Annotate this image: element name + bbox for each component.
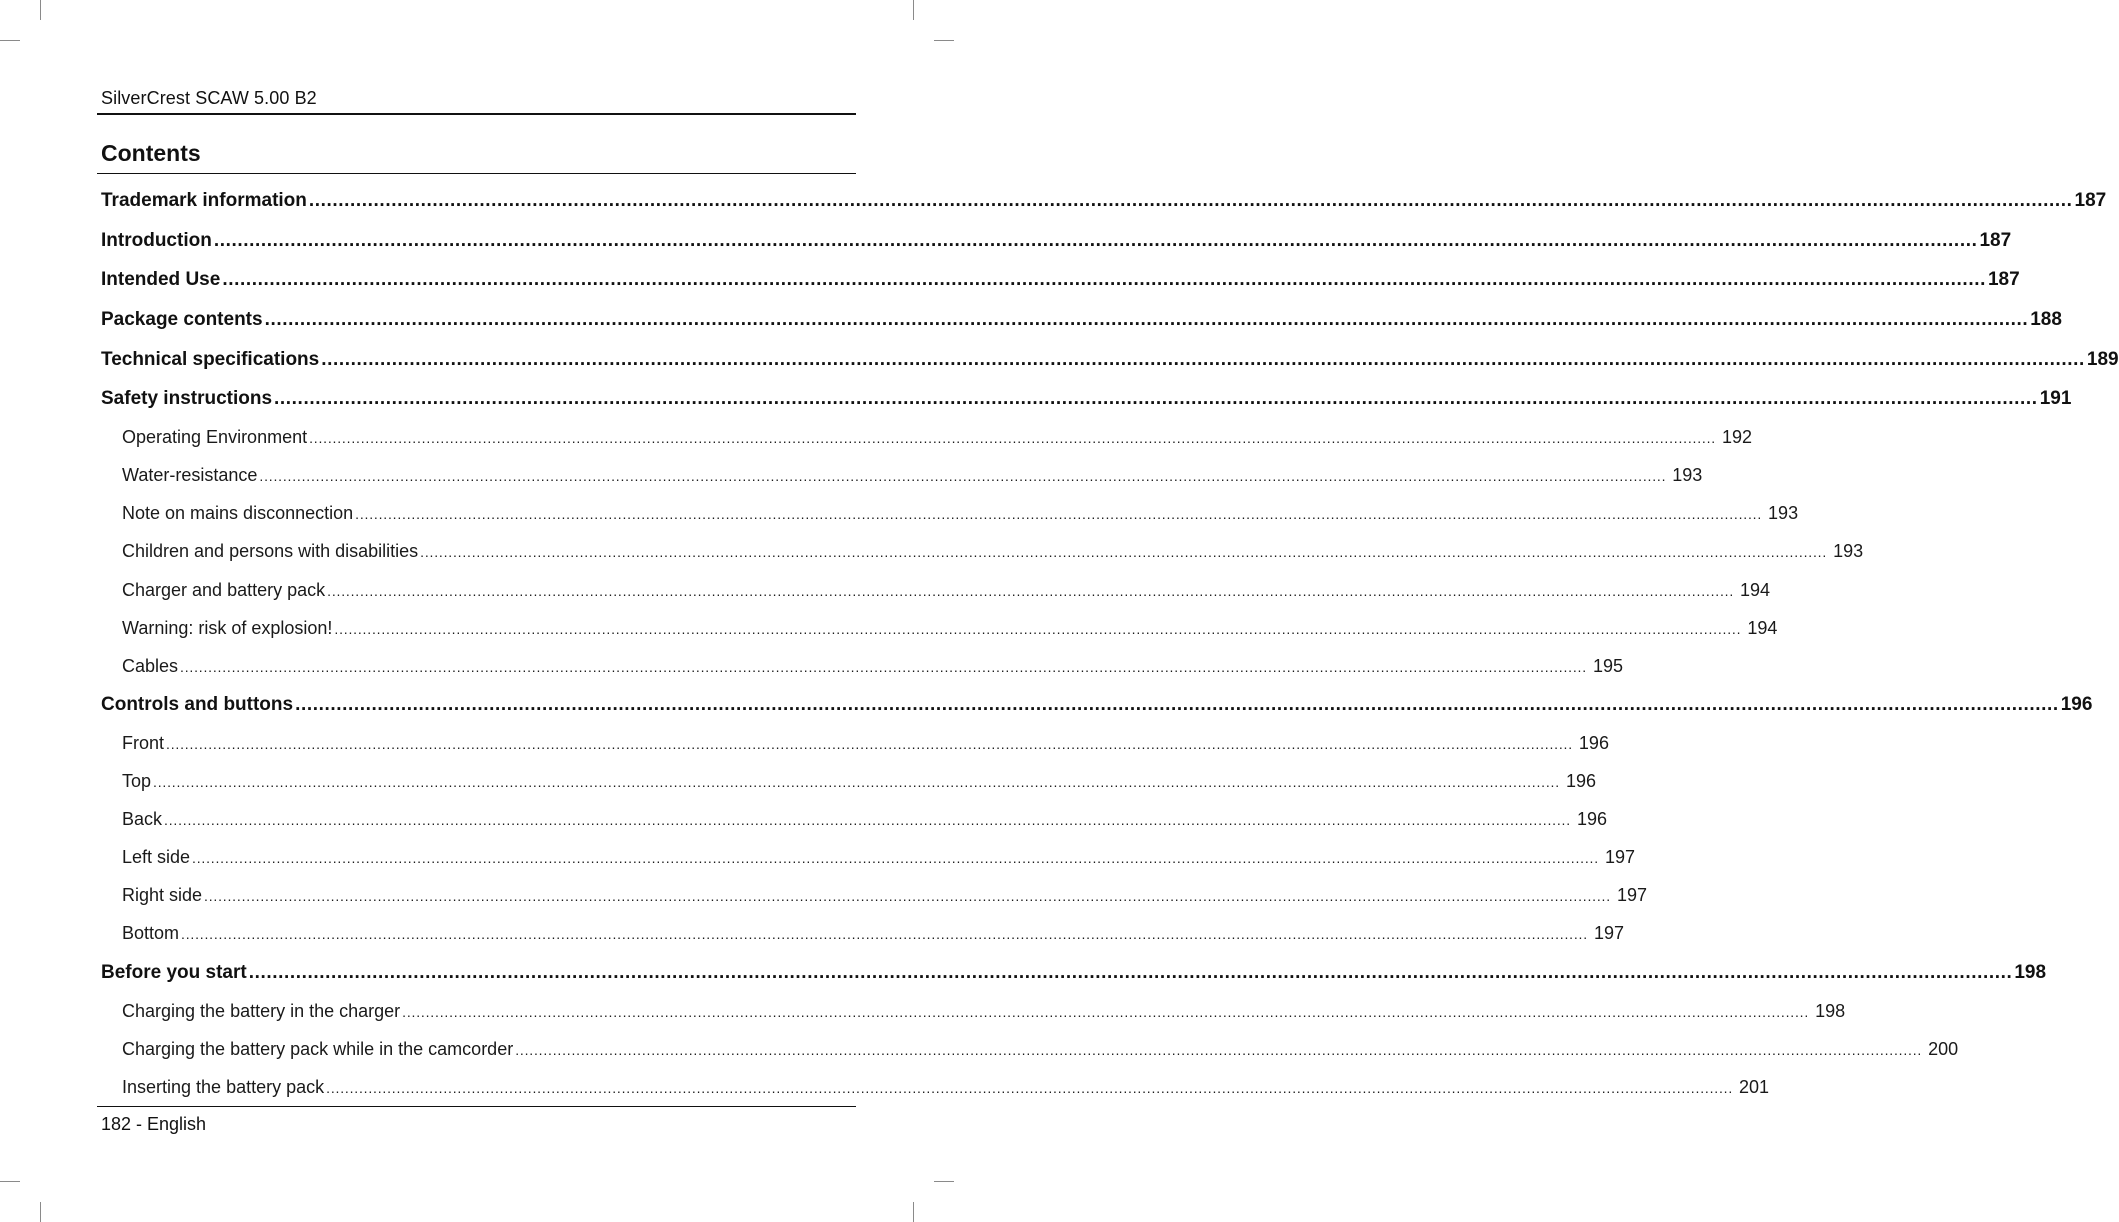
toc-entry-label: Technical specifications <box>101 349 320 370</box>
toc-entry-label: Intended Use <box>101 269 221 290</box>
toc-entry-label: Introduction <box>101 230 212 251</box>
toc-leader-dots: ............................................................................................................................................................................................................................................................................................................ <box>180 659 1587 675</box>
toc-subsection-entry[interactable] <box>122 541 1864 562</box>
toc-entry-label: Safety instructions <box>101 388 273 409</box>
toc-leader-dots: ............................................................................................................................................................................................................................................................................................................ <box>515 1042 1923 1058</box>
toc-subsection-entry[interactable] <box>122 885 1647 906</box>
toc-page-number: 196 <box>1576 809 1607 829</box>
toc-leader-dots: ............................................................................................................................................................................................................................................................................................................ <box>153 774 1560 790</box>
toc-subsection-entry[interactable] <box>122 809 1607 830</box>
toc-entry-label: Note on mains disconnection <box>122 503 354 523</box>
toc-subsection-entry[interactable] <box>122 847 1635 868</box>
toc-subsection-entry[interactable] <box>122 1039 1959 1060</box>
toc-subsection-entry[interactable] <box>122 618 1778 639</box>
toc-entry-label: Bottom <box>122 923 180 943</box>
toc-subsection-entry[interactable] <box>122 733 1609 754</box>
footer-rule <box>97 1106 856 1107</box>
toc-page-number: 193 <box>1768 503 1799 523</box>
toc-entry-label: Charging the battery in the charger <box>122 1001 401 1021</box>
toc-page-number: 195 <box>1592 656 1623 676</box>
toc-leader-dots: ............................................................................................................................................................................................................................................................................................................ <box>164 812 1571 828</box>
toc-entry-label: Top <box>122 771 152 791</box>
toc-section-entry[interactable] <box>101 269 2020 291</box>
toc-entry-label: Children and persons with disabilities <box>122 541 419 561</box>
toc-subsection-entry[interactable] <box>122 1077 1770 1098</box>
toc-page-number: 194 <box>1740 580 1771 600</box>
toc-leader-dots: ............................................................................................................................................................................................................................................................................................................ <box>248 962 2013 983</box>
toc-section-entry[interactable] <box>101 230 2012 252</box>
toc-entry-label: Before you start <box>101 962 247 983</box>
crop-mark-bottom-right <box>913 1202 914 1222</box>
toc-leader-dots: ............................................................................................................................................................................................................................................................................................................ <box>402 1004 1810 1020</box>
toc-leader-dots: ............................................................................................................................................................................................................................................................................................................ <box>334 621 1742 637</box>
toc-page-number: 193 <box>1833 541 1864 561</box>
toc-page-number: 196 <box>1578 733 1609 753</box>
toc-page-number: 197 <box>1604 847 1635 867</box>
toc-entry-label: Inserting the battery pack <box>122 1077 325 1097</box>
toc-page-number: 194 <box>1747 618 1778 638</box>
toc-leader-dots: ............................................................................................................................................................................................................................................................................................................ <box>259 468 1667 484</box>
toc-leader-dots: ............................................................................................................................................................................................................................................................................................................ <box>264 309 2029 330</box>
toc-page-number: 198 <box>2014 962 2047 983</box>
toc-page-number: 192 <box>1722 427 1753 447</box>
toc-leader-dots: ............................................................................................................................................................................................................................................................................................................ <box>327 583 1735 599</box>
toc-section-entry[interactable] <box>101 309 2062 331</box>
toc-entry-label: Package contents <box>101 309 263 330</box>
toc-subsection-entry[interactable] <box>122 503 1799 524</box>
toc-entry-label: Operating Environment <box>122 427 308 447</box>
toc-leader-dots: ............................................................................................................................................................................................................................................................................................................ <box>420 544 1828 560</box>
toc-page-number: 197 <box>1616 885 1647 905</box>
toc-leader-dots: ............................................................................................................................................................................................................................................................................................................ <box>274 388 2038 409</box>
toc-subsection-entry[interactable] <box>122 923 1624 944</box>
toc-section-entry[interactable] <box>101 349 2119 371</box>
crop-mark-bottom-left-h <box>0 1181 20 1182</box>
toc-leader-dots: ............................................................................................................................................................................................................................................................................................................ <box>204 888 1611 904</box>
toc-entry-label: Left side <box>122 847 191 867</box>
toc-subsection-entry[interactable] <box>122 771 1596 792</box>
toc-leader-dots: ............................................................................................................................................................................................................................................................................................................ <box>222 269 1986 290</box>
toc-subsection-entry[interactable] <box>122 656 1623 677</box>
toc-leader-dots: ............................................................................................................................................................................................................................................................................................................ <box>326 1080 1734 1096</box>
toc-leader-dots: ............................................................................................................................................................................................................................................................................................................ <box>321 349 2085 370</box>
toc-entry-label: Trademark information <box>101 190 307 211</box>
toc-subsection-entry[interactable] <box>122 427 1753 448</box>
toc-page-number: 188 <box>2030 309 2062 330</box>
contents-heading: Contents <box>101 140 201 166</box>
toc-entry-label: Charging the battery pack while in the camcorder <box>122 1039 514 1059</box>
toc-leader-dots: ............................................................................................................................................................................................................................................................................................................ <box>166 736 1573 752</box>
toc-subsection-entry[interactable] <box>122 1001 1846 1022</box>
toc-subsection-entry[interactable] <box>122 580 1771 601</box>
toc-leader-dots: ............................................................................................................................................................................................................................................................................................................ <box>213 230 1978 251</box>
toc-subsection-entry[interactable] <box>122 465 1703 486</box>
contents-rule <box>97 173 856 174</box>
toc-section-entry[interactable] <box>101 962 2047 984</box>
toc-entry-label: Right side <box>122 885 203 905</box>
toc-page-number: 187 <box>1987 269 2020 290</box>
toc-page-number: 198 <box>1815 1001 1846 1021</box>
toc-entry-label: Back <box>122 809 163 829</box>
toc-leader-dots: ............................................................................................................................................................................................................................................................................................................ <box>181 926 1588 942</box>
crop-mark-bottom-left <box>40 1202 41 1222</box>
crop-mark-top-right-h <box>934 40 954 41</box>
toc-page-number: 187 <box>2074 190 2107 211</box>
toc-leader-dots: ............................................................................................................................................................................................................................................................................................................ <box>308 190 2073 211</box>
toc-page-number: 187 <box>1979 230 2012 251</box>
toc-page-number: 191 <box>2039 388 2072 409</box>
toc-page-number: 196 <box>1565 771 1596 791</box>
document-header: SilverCrest SCAW 5.00 B2 <box>101 88 317 108</box>
toc-leader-dots: ............................................................................................................................................................................................................................................................................................................ <box>192 850 1599 866</box>
crop-mark-top-left <box>40 0 41 20</box>
toc-leader-dots: ............................................................................................................................................................................................................................................................................................................ <box>295 694 2059 715</box>
toc-entry-label: Cables <box>122 656 179 676</box>
toc-entry-label: Front <box>122 733 165 753</box>
toc-entry-label: Water-resistance <box>122 465 258 485</box>
toc-leader-dots: ............................................................................................................................................................................................................................................................................................................ <box>309 430 1717 446</box>
crop-mark-top-left-h <box>0 40 20 41</box>
toc-page-number: 197 <box>1593 923 1624 943</box>
page-footer: 182 - English <box>101 1114 207 1134</box>
toc-page-number: 196 <box>2060 694 2093 715</box>
toc-entry-label: Charger and battery pack <box>122 580 326 600</box>
toc-leader-dots: ............................................................................................................................................................................................................................................................................................................ <box>355 506 1763 522</box>
toc-section-entry[interactable] <box>101 694 2093 716</box>
toc-page-number: 200 <box>1928 1039 1959 1059</box>
toc-entry-label: Warning: risk of explosion! <box>122 618 333 638</box>
toc-section-entry[interactable] <box>101 190 2107 212</box>
crop-mark-top-right <box>913 0 914 20</box>
toc-page-number: 189 <box>2086 349 2119 370</box>
toc-page-number: 201 <box>1739 1077 1770 1097</box>
header-rule <box>97 113 856 115</box>
toc-section-entry[interactable] <box>101 388 2072 410</box>
toc-page-number: 193 <box>1672 465 1703 485</box>
crop-mark-bottom-right-h <box>934 1181 954 1182</box>
toc-entry-label: Controls and buttons <box>101 694 294 715</box>
